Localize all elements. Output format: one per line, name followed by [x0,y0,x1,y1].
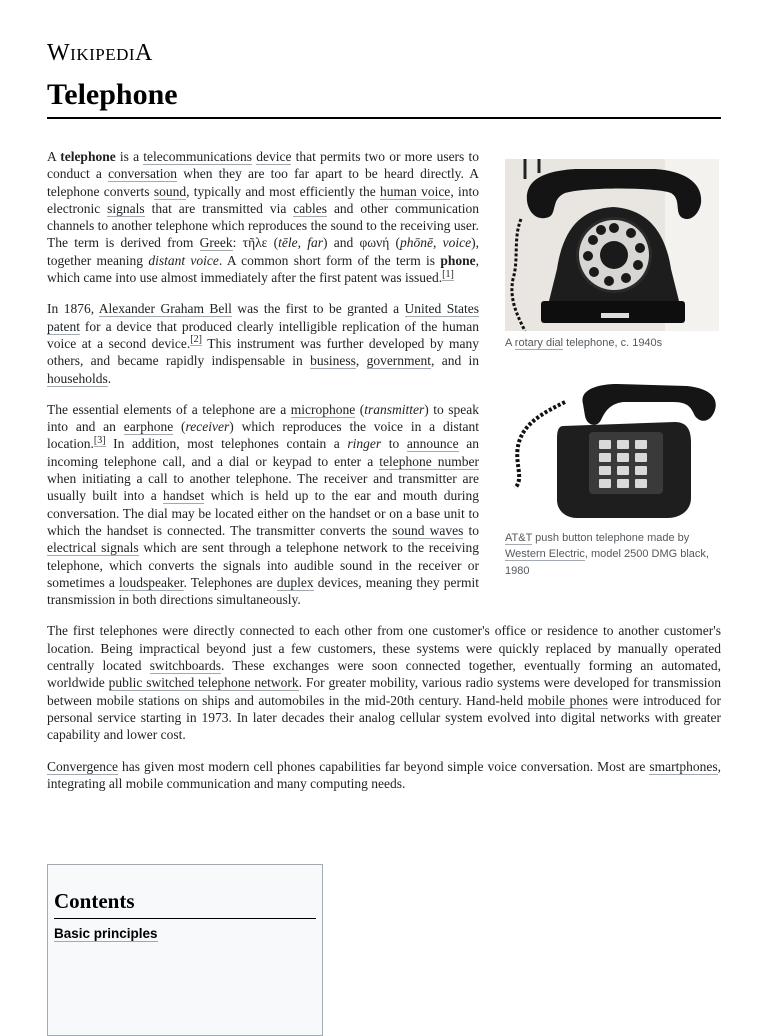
text: ) which reproduces the voice in a distant location. [47,419,479,452]
text: ( [355,401,365,417]
link-device[interactable]: device [256,149,292,164]
link-duplex[interactable]: duplex [276,574,314,590]
text: when initiating a call to another telephone. The receiver and transmitter are usually built into a [47,471,479,504]
text: , [355,353,367,369]
rotary-phone-image[interactable] [505,159,719,331]
link-human-voice[interactable]: human voice [380,183,451,199]
link-conversation[interactable]: conversation [108,166,178,182]
link-households[interactable]: households [47,370,108,386]
text: has given most modern cell phones capabilities far beyond simple voice conversation. Most are [117,758,650,774]
link-switchboards[interactable]: switchboards [149,658,222,674]
link-mobile-phones[interactable]: mobile phones [527,692,608,708]
caption-text: push button telephone made by [532,531,690,544]
toc-divider [54,918,316,919]
text: when they are too far apart to be heard directly. A telephone converts [47,166,479,199]
italic-term: phōnē [400,235,434,251]
text: to [381,436,407,452]
text: that are transmitted via [144,200,294,216]
italic-term: voice [442,235,472,251]
text: . Telephones are [183,574,277,590]
text: which is held up to the ear and mouth during conversation. The dial may be located either on the handset or on a base unit to which the handset is connected. The transmitter converts the [47,488,479,538]
figure-pushbutton-phone [505,382,721,580]
text: ), together meaning [47,235,480,268]
figure-caption [505,530,721,580]
italic-term: receiver [185,419,230,435]
text: ) and φωνή ( [322,235,401,251]
text: ( [173,419,186,435]
toc-item-basic-principles[interactable]: Basic principles [54,926,158,941]
caption-text: , model 2500 DMG black, 1980 [505,548,709,577]
link-announce[interactable]: announce [406,436,459,452]
text: . These exchanges were soon connected together, eventually forming an automated, worldwide [47,658,721,691]
text: which are sent through a telephone network to the receiving telephone, which converts the signals into audible sound in the receiver or sometimes a [47,540,479,590]
link-pstn[interactable]: public switched telephone network [108,675,299,691]
reference-1[interactable]: [1] [442,268,454,280]
figure-rotary-phone [505,159,721,352]
article-body [47,148,721,806]
text: , typically and most efficiently the [186,183,381,199]
link-united-states[interactable]: United States [404,301,479,317]
link-loudspeaker[interactable]: loudspeaker [119,574,184,590]
text: The first telephones were directly connected to each other from one customer's office or residence to another customer's location. Being impractical beyond just a few customers, these systems were quickly replaced by manually operated centrally located [47,623,721,674]
reference-2[interactable]: [2] [190,334,202,346]
italic-term: far [307,235,323,251]
link-greek[interactable]: Greek [199,235,233,251]
text: ) to speak into and an [47,401,480,435]
title-divider [47,117,721,119]
link-patent[interactable]: patent [47,318,80,334]
italic-term: tēle [278,235,298,251]
page-title: Telephone [47,78,178,111]
text: to [463,522,479,538]
link-microphone[interactable]: microphone [290,401,356,417]
text: an incoming telephone call, and a dial or keypad to enter a [47,436,479,469]
text: is a [115,149,144,164]
text: were introduced for personal service starting in 1973. In later decades their analog cellular system evolved into digital networks with greater capability and lower cost. [47,692,721,743]
link-bell[interactable]: Alexander Graham Bell [98,301,232,317]
link-telephone-number[interactable]: telephone number [379,453,479,469]
caption-text: telephone, c. 1940s [563,337,663,349]
italic-term: distant voice [148,252,219,268]
text: devices, meaning they permit transmission in both directions simultaneously. [47,574,479,608]
link-earphone[interactable]: earphone [123,419,174,435]
text: , integrating all mobile communication and many computing needs. [47,758,721,791]
text: . For greater mobility, various radio systems were developed for transmission between mobile stations on ships and automobiles in the mid-20th century. Hand-held [47,675,722,708]
paragraph-convergence [47,758,721,793]
link-telecommunications[interactable]: telecommunications [143,149,252,164]
link-government[interactable]: government [366,353,432,369]
reference-3[interactable]: [3] [93,434,106,446]
bold-term: telephone [60,149,116,164]
logo-letter: A [135,40,153,66]
text: , which came into use almost immediately after the first patent was issued. [47,252,480,286]
pushbutton-phone-image[interactable] [505,382,719,526]
text: , [297,235,308,251]
wikipedia-logo[interactable] [47,40,153,67]
text: , into electronic [47,183,479,216]
paragraph-networks [47,622,721,743]
text: This instrument was further developed by many others, and became rapidly indispensable in [47,335,479,369]
italic-term: transmitter [364,401,425,417]
text: A [47,149,61,164]
italic-term: ringer [347,436,382,452]
att-link[interactable]: AT&T [505,531,533,544]
link-sound-waves[interactable]: sound waves [392,522,464,538]
text: The essential elements of a telephone are a [47,401,291,417]
text: . A common short form of the term is [218,252,441,268]
text: for a device that produced clearly intelligible replication of the human voice at a second device. [47,318,479,351]
text: and other communication channels to another telephone which reproduces the sound to the receiving user. The term is derived from [47,200,480,251]
link-handset[interactable]: handset [163,488,205,504]
text: : τῆλε ( [232,235,279,251]
link-smartphones[interactable]: smartphones [649,758,718,774]
text: In 1876, [47,301,99,317]
link-electrical-signals[interactable]: electrical signals [47,540,139,556]
text: , and in [431,353,480,369]
link-sound[interactable]: sound [153,183,187,199]
western-electric-link[interactable]: Western Electric [505,548,585,560]
text: was the first to be granted a [231,301,405,317]
link-convergence[interactable]: Convergence [47,758,118,774]
logo-letter: W [47,40,71,66]
figure-caption [505,335,721,352]
table-of-contents [47,864,323,1036]
text: In addition, most telephones contain a [105,436,348,452]
link-cables[interactable]: cables [293,200,328,216]
caption-text: A [505,337,515,349]
toc-title: Contents [54,889,135,913]
rotary-dial-link[interactable]: rotary dial [514,337,564,349]
link-signals[interactable]: signals [107,200,145,216]
text: , [433,235,443,251]
logo-letters: IKIPEDI [70,45,136,64]
link-business[interactable]: business [310,353,356,369]
text: that permits two or more users to conduct a [47,149,480,182]
bold-term: phone [440,252,476,268]
text: . [107,370,112,386]
